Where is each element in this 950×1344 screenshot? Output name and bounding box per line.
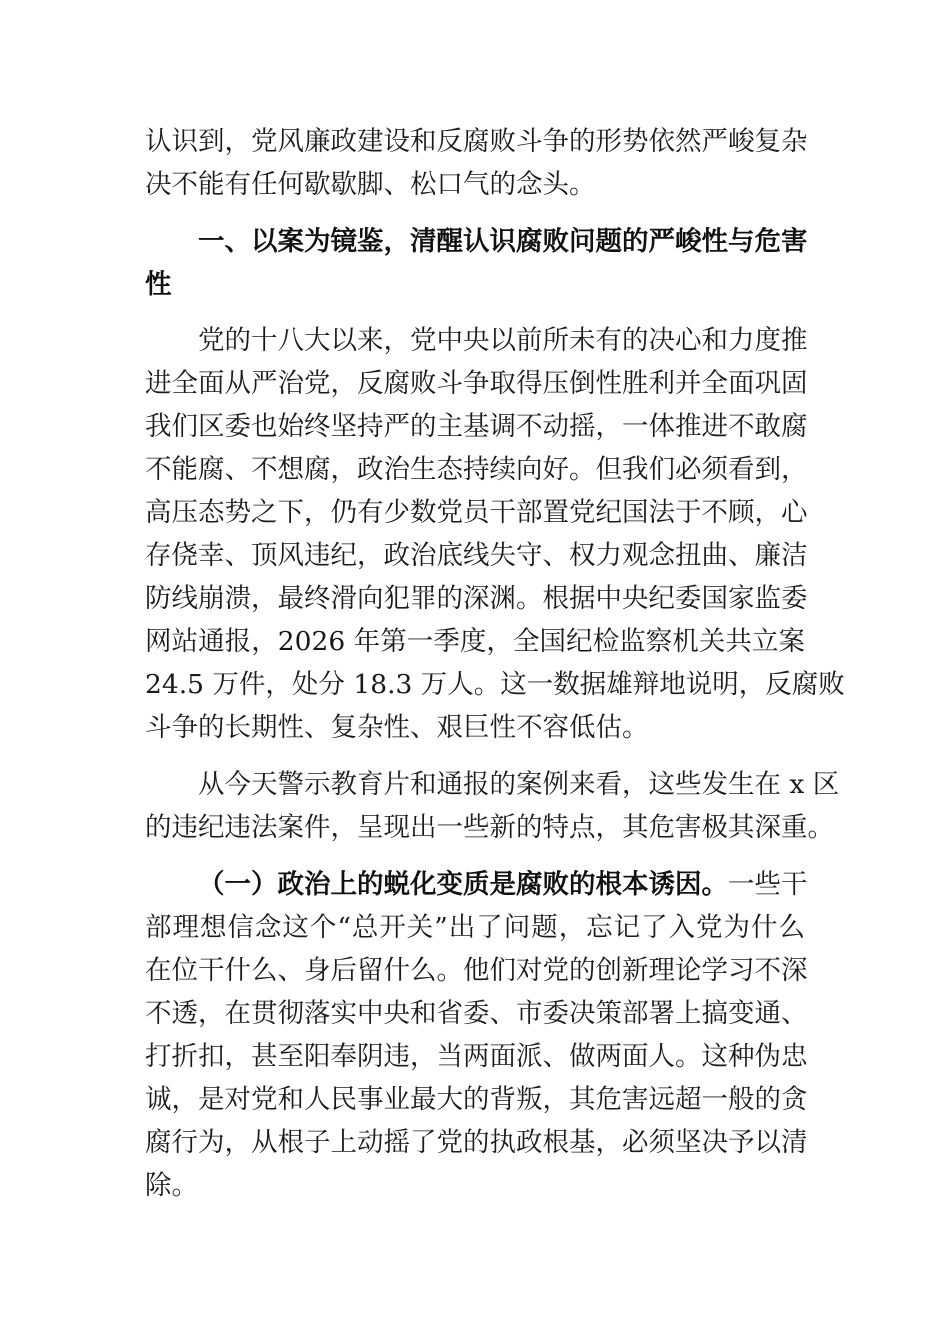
text-line: 诚，是对党和人民事业最大的背叛，其危害远超一般的贪 bbox=[145, 1084, 808, 1115]
subsection-heading: （一）政治上的蜕化变质是腐败的根本诱因。 bbox=[198, 869, 728, 900]
text-line: 我们区委也始终坚持严的主基调不动摇，一体推进不敢腐 bbox=[145, 411, 808, 442]
text-line: 不透，在贯彻落实中央和省委、市委决策部署上搞变通、 bbox=[145, 998, 808, 1029]
text-line: 24.5 万件，处分 18.3 万人。这一数据雄辩地说明，反腐败 bbox=[145, 669, 845, 700]
subsection-line bbox=[198, 867, 808, 903]
text-line: 党的十八大以来，党中央以前所未有的决心和力度推 bbox=[198, 325, 808, 356]
text-line: 防线崩溃，最终滑向犯罪的深渊。根据中央纪委国家监委 bbox=[145, 583, 808, 614]
text-line: 高压态势之下，仍有少数党员干部置党纪国法于不顾，心 bbox=[145, 497, 808, 528]
text-line: 部理想信念这个“总开关”出了问题，忘记了入党为什么 bbox=[145, 912, 805, 943]
text-line: 进全面从严治党，反腐败斗争取得压倒性胜利并全面巩固 bbox=[145, 368, 808, 399]
text-line: 斗争的长期性、复杂性、艰巨性不容低估。 bbox=[145, 712, 649, 743]
text-line: 除。 bbox=[145, 1170, 198, 1201]
text-line: 在位干什么、身后留什么。他们对党的创新理论学习不深 bbox=[145, 955, 808, 986]
subsection-text: 一些干 bbox=[728, 869, 808, 900]
section-heading: 一、以案为镜鉴，清醒认识腐败问题的严峻性与危害 bbox=[198, 226, 808, 257]
text-line: 腐行为，从根子上动摇了党的执政根基，必须坚决予以清 bbox=[145, 1127, 808, 1158]
text-line: 的违纪违法案件，呈现出一些新的特点，其危害极其深重。 bbox=[145, 812, 834, 843]
text-line: 认识到，党风廉政建设和反腐败斗争的形势依然严峻复杂 bbox=[145, 126, 808, 157]
text-line: 网站通报，2026 年第一季度，全国纪检监察机关共立案 bbox=[145, 626, 805, 657]
text-line: 从今天警示教育片和通报的案例来看，这些发生在 x 区 bbox=[198, 769, 840, 800]
text-line: 决不能有任何歇歇脚、松口气的念头。 bbox=[145, 169, 596, 200]
text-line: 不能腐、不想腐，政治生态持续向好。但我们必须看到， bbox=[145, 454, 808, 485]
text-line: 打折扣，甚至阳奉阴违，当两面派、做两面人。这种伪忠 bbox=[145, 1041, 808, 1072]
text-line: 存侥幸、顶风违纪，政治底线失守、权力观念扭曲、廉洁 bbox=[145, 540, 808, 571]
section-heading-continued: 性 bbox=[145, 269, 172, 300]
